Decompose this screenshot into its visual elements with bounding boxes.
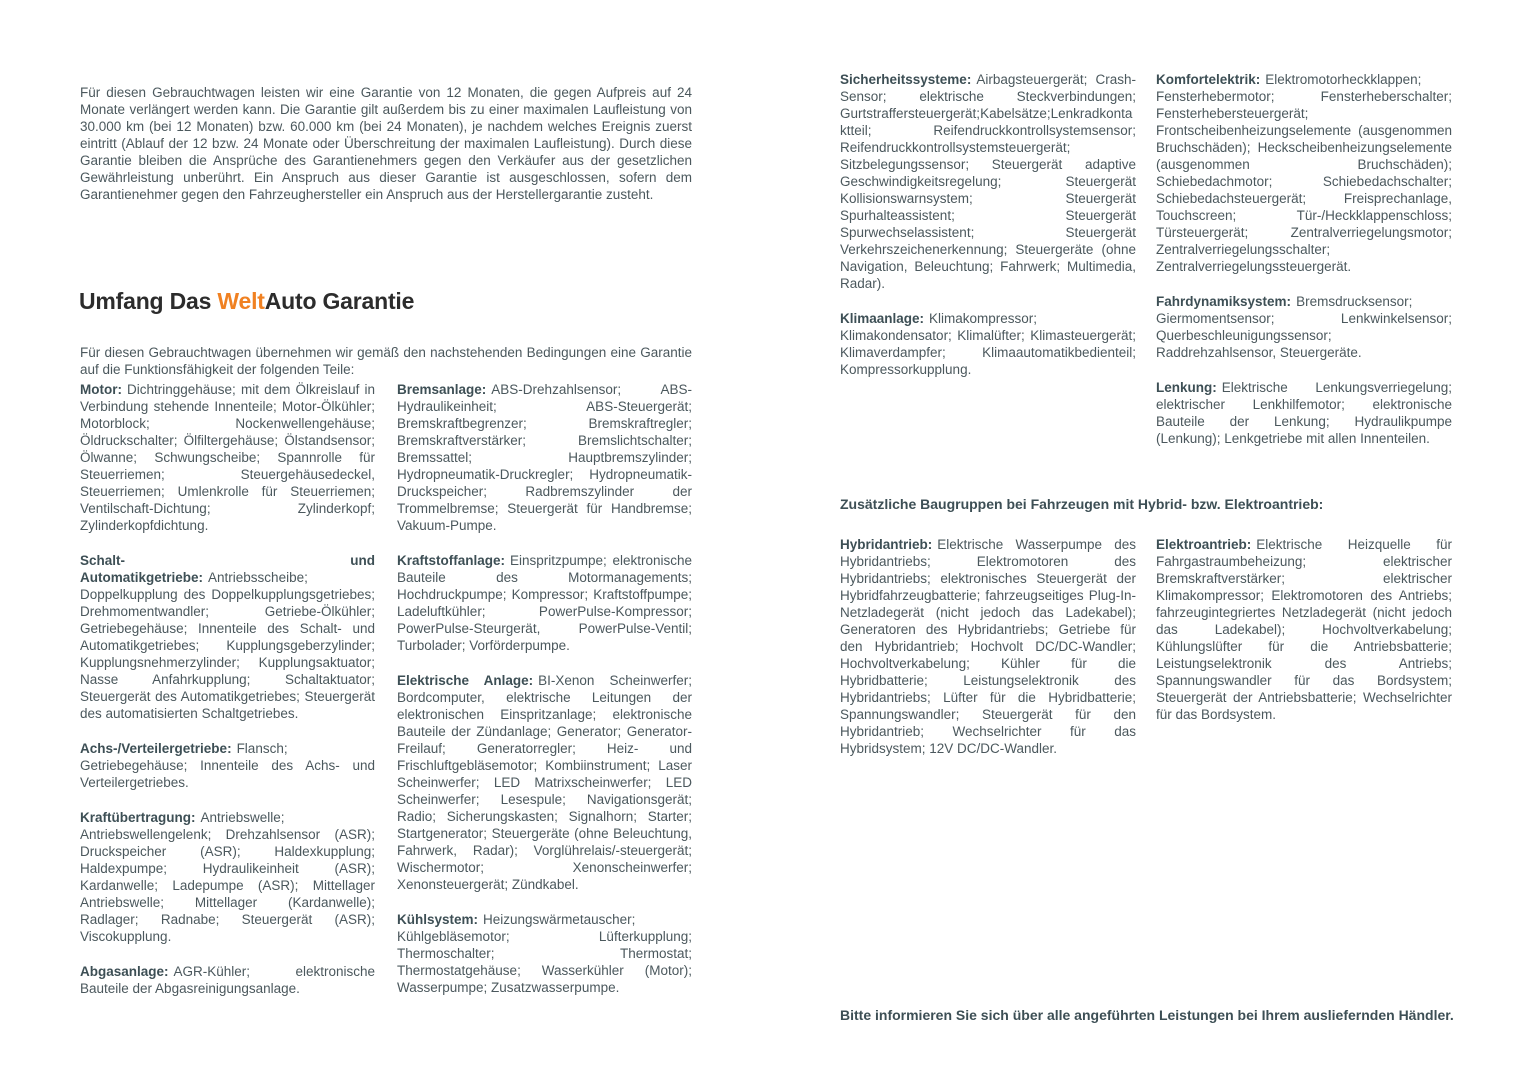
section-klimaanlage-title: Klimaanlage:	[840, 311, 925, 326]
section-kuehlsystem	[397, 911, 692, 996]
section-elektrische-anlage	[397, 672, 692, 893]
right-page-column-1	[840, 71, 1136, 378]
section-sicherheitssysteme-title: Sicherheitssysteme:	[840, 72, 972, 87]
section-sicherheitssysteme-body: Airbagsteuergerät; Crash-Sensor; elektrische Steckverbindungen; Gurtstraffersteuergerät;Kabelsätze;Lenkradkontaktteil; Reifendruckkontrollsystemsensor; Reifendruckkontrollsystemsteuergerät; Sitzbelegungssensor; Steuergerät adaptive Geschwindigkeitsregelung; Steuergerät Kollisionswarnsystem; Steuergerät Spurhalteassistent; Steuergerät Spurwechselassistent; Steuergerät Verkehrszeichenerkennung; Steuergeräte (ohne Navigation, Beleuchtung; Fahrwerk; Multimedia, Radar).	[840, 72, 1136, 291]
right-page-column-2	[1156, 71, 1452, 447]
section-schalt-automatikgetriebe-title: Schalt- und Automatikgetriebe:	[80, 553, 375, 585]
section-lenkung	[1156, 379, 1452, 447]
section-fahrdynamiksystem-title: Fahrdynamiksystem:	[1156, 294, 1292, 309]
section-kraftstoffanlage-body: Einspritzpumpe; elektronische Bauteile des Motormanagements; Hochdruckpumpe; Kompressor; Kraftstoffpumpe; Ladeluftkühler; PowerPulse-Kompressor; PowerPulse-Steurgerät, PowerPulse-Ventil; Turbolader; Vorförderpumpe.	[397, 553, 692, 653]
section-kraftuebertragung-body: Antriebswelle; Antriebswellengelenk; Drehzahlsensor (ASR); Druckspeicher (ASR); Haldexkupplung; Haldexpumpe; Hydraulikeinheit (ASR); Kardanwelle; Ladepumpe (ASR); Mittellager Antriebswelle; Mittellager (Kardanwelle); Radlager; Radnabe; Steuergerät (ASR); Viscokupplung.	[80, 810, 375, 944]
section-lenkung-body: Elektrische Lenkungsverriegelung; elektrischer Lenkhilfemotor; elektronische Bauteile der Lenkung; Hydraulikpumpe (Lenkung); Lenkgetriebe mit allen Innenteilen.	[1156, 380, 1452, 446]
hybrid-section-heading: Zusätzliche Baugruppen bei Fahrzeugen mit Hybrid- bzw. Elektroantrieb:	[840, 496, 1324, 512]
section-kuehlsystem-body: Heizungswärmetauscher; Kühlgebläsemotor; Lüfterkupplung; Thermoschalter; Thermostat; Thermostatgehäuse; Wasserkühler (Motor); Wasserpumpe; Zusatzwasserpumpe.	[397, 912, 692, 995]
section-elektrische-anlage-body: BI-Xenon Scheinwerfer; Bordcomputer, elektrische Leitungen der elektronischen Einspritzanlage; elektronische Bauteile der Zündanlage; Generator; Generator-Freilauf; Generatorregler; Heiz- und Frischluftgebläsemotor; Kombiinstrument; Laser Scheinwerfer; LED Matrixscheinwerfer; LED Scheinwerfer; Lesespule; Navigationsgerät; Radio; Sicherungskasten; Signalhorn; Starter; Startgenerator; Steuergeräte (ohne Beleuchtung, Fahrwerk, Radar); Vorglührelais/-steuergerät; Wischermotor; Xenonscheinwerfer; Xenonsteuergerät; Zündkabel.	[397, 673, 692, 892]
warranty-intro-paragraph: Für diesen Gebrauchtwagen leisten wir eine Garantie von 12 Monaten, die gegen Aufpreis auf 24 Monate verlängert werden kann. Die Garantie gilt außerdem bis zu einer maximalen Laufleistung von 30.000 km (bei 12 Monaten) bzw. 60.000 km (bei 24 Monaten), je nachdem welches Ereignis zuerst eintritt (Ablauf der 12 bzw. 24 Monate oder Überschreitung der maximalen Laufleistung). Durch diese Garantie bleiben die Ansprüche des Garantienehmers gegen den Verkäufer aus der gesetzlichen Gewährleistung unberührt. Ein Anspruch aus dieser Garantie ist ausgeschlossen, sofern dem Garantienehmer gegen den Fahrzeughersteller ein Anspruch aus der Herstellergarantie zusteht.	[80, 84, 692, 202]
section-komfortelektrik	[1156, 71, 1452, 275]
section-hybridantrieb	[840, 536, 1136, 757]
section-hybridantrieb-body: Elektrische Wasserpumpe des Hybridantriebs; Elektromotoren des Hybridantriebs; elektronisches Steuergerät der Hybridfahrzeugbatterie; fahrzeugseitiges Plug-In-Netzladegerät (nicht jedoch das Ladekabel); Generatoren des Hybridantriebs; Getriebe für den Hybridantrieb; Hochvolt DC/DC-Wandler; Hochvoltverkabelung; Kühler für die Hybridbatterie; Leistungselektronik des Hybridantriebs; Lüfter für die Hybridbatterie; Spannungswandler; Steuergerät für den Hybridantrieb; Wechselrichter für das Hybridsystem; 12V DC/DC-Wandler.	[840, 537, 1136, 756]
brand-welt-accent: Welt	[217, 288, 265, 314]
hybrid-column-right	[1156, 536, 1452, 723]
section-motor-body: Dichtringgehäuse; mit dem Ölkreislauf in Verbindung stehende Innenteile; Motor-Ölkühler; Motorblock; Nockenwellengehäuse; Öldruckschalter; Ölfiltergehäuse; Ölstandsensor; Ölwanne; Schwungscheibe; Spannrolle für Steuerriemen; Steuergehäusedeckel, Steuerriemen; Umlenkrolle für Steuerriemen; Ventilschaft-Dichtung; Zylinderkopf; Zylinderkopfdichtung.	[80, 382, 375, 533]
section-abgasanlage	[80, 963, 375, 997]
section-elektroantrieb-body: Elektrische Heizquelle für Fahrgastraumbeheizung; elektrischer Bremskraftverstärker; elektrischer Klimakompressor; Elektromotoren des Antriebs; fahrzeugintegriertes Netzladegerät (nicht jedoch das Ladekabel); Hochvoltverkabelung; Kühlungslüfter für die Antriebsbatterie; Leistungselektronik des Antriebs; Spannungswandler für das Bordsystem; Steuergerät der Antriebsbatterie; Wechselrichter für das Bordsystem.	[1156, 537, 1452, 722]
section-schalt-automatikgetriebe-body: Antriebsscheibe; Doppelkupplung des Doppelkupplungsgetriebes; Drehmomentwandler; Getriebe-Ölkühler; Getriebegehäuse; Innenteile des Schalt- und Automatikgetriebes; Kupplungsgeberzylinder; Kupplungsnehmerzylinder; Kupplungsaktuator; Nasse Anfahrkupplung; Schaltaktuator; Steuergerät des Automatikgetriebes; Steuergerät des automatisierten Schaltgetriebes.	[80, 570, 375, 721]
section-bremsanlage-title: Bremsanlage:	[397, 382, 487, 397]
section-komfortelektrik-title: Komfortelektrik:	[1156, 72, 1261, 87]
section-klimaanlage	[840, 310, 1136, 378]
section-sicherheitssysteme	[840, 71, 1136, 292]
section-kraftstoffanlage-title: Kraftstoffanlage:	[397, 553, 506, 568]
section-motor-title: Motor:	[80, 382, 122, 397]
section-abgasanlage-body: AGR-Kühler; elektronische Bauteile der Abgasreinigungsanlage.	[80, 964, 375, 996]
section-kraftuebertragung	[80, 809, 375, 945]
coverage-subtitle: Für diesen Gebrauchtwagen übernehmen wir gemäß den nachstehenden Bedingungen eine Garantie auf die Funktionsfähigkeit der folgenden Teile:	[80, 344, 692, 377]
section-bremsanlage	[397, 381, 692, 534]
section-achs-verteilergetriebe	[80, 740, 375, 791]
section-elektroantrieb	[1156, 536, 1452, 723]
section-fahrdynamiksystem-body: Bremsdrucksensor; Giermomentsensor; Lenkwinkelsensor; Querbeschleunigungssensor; Raddrehzahlsensor, Steuergeräte.	[1156, 294, 1452, 360]
section-kraftstoffanlage	[397, 552, 692, 654]
section-kuehlsystem-title: Kühlsystem:	[397, 912, 479, 927]
dealer-info-note: Bitte informieren Sie sich über alle angeführten Leistungen bei Ihrem ausliefernden Händler.	[840, 1007, 1454, 1023]
page-title	[79, 288, 414, 314]
page-title-prefix: Umfang Das	[79, 288, 218, 314]
section-schalt-automatikgetriebe	[80, 552, 375, 722]
section-komfortelektrik-body: Elektromotorheckklappen; Fensterhebermotor; Fensterheberschalter; Fensterhebersteuergerät; Frontscheibenheizungselemente (ausgenommen Bruchschäden); Heckscheibenheizungselemente (ausgenommen Bruchschäden); Schiebedachmotor; Schiebedachschalter; Schiebedachsteuergerät; Freisprechanlage, Touchscreen; Tür-/Heckklappenschloss; Türsteuergerät; Zentralverriegelungsmotor; Zentralverriegelungsschalter; Zentralverriegelungssteuergerät.	[1156, 72, 1452, 274]
left-page-column-1	[80, 381, 375, 997]
section-elektrische-anlage-title: Elektrische Anlage:	[397, 673, 534, 688]
section-motor	[80, 381, 375, 534]
left-page-column-2	[397, 381, 692, 996]
section-abgasanlage-title: Abgasanlage:	[80, 964, 169, 979]
section-achs-verteilergetriebe-title: Achs-/Verteilergetriebe:	[80, 741, 232, 756]
hybrid-column-left	[840, 536, 1136, 757]
section-elektroantrieb-title: Elektroantrieb:	[1156, 537, 1252, 552]
section-klimaanlage-body: Klimakompressor; Klimakondensator; Klimalüfter; Klimasteuergerät; Klimaverdampfer; Klimaautomatikbedienteil; Kompressorkupplung.	[840, 311, 1136, 377]
section-achs-verteilergetriebe-body: Flansch; Getriebegehäuse; Innenteile des Achs- und Verteilergetriebes.	[80, 741, 375, 790]
section-hybridantrieb-title: Hybridantrieb:	[840, 537, 933, 552]
section-fahrdynamiksystem	[1156, 293, 1452, 361]
section-bremsanlage-body: ABS-Drehzahlsensor; ABS-Hydraulikeinheit; ABS-Steuergerät; Bremskraftbegrenzer; Bremskraftregler; Bremskraftverstärker; Bremslichtschalter; Bremssattel; Hauptbremszylinder; Hydropneumatik-Druckregler; Hydropneumatik-Druckspeicher; Radbremszylinder der Trommelbremse; Steuergerät für Handbremse; Vakuum-Pumpe.	[397, 382, 692, 533]
section-lenkung-title: Lenkung:	[1156, 380, 1217, 395]
section-kraftuebertragung-title: Kraftübertragung:	[80, 810, 196, 825]
page-title-suffix: Auto Garantie	[264, 288, 415, 314]
